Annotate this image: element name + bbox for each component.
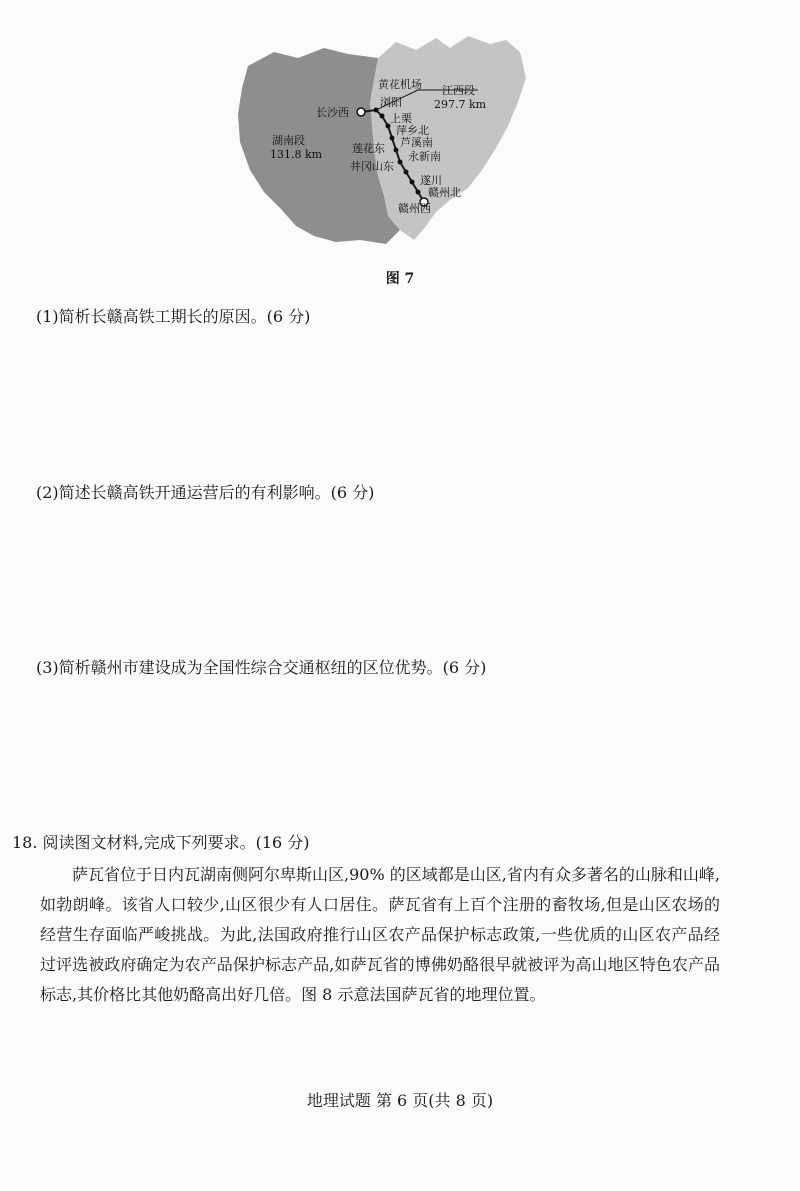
station-jinggangshan [410, 180, 415, 185]
station-airport [374, 108, 379, 113]
station-suichuan [416, 190, 421, 195]
label-changsha: 长沙西 [316, 106, 349, 119]
question-18-material: 萨瓦省位于日内瓦湖南侧阿尔卑斯山区,90% 的区域都是山区,省内有众多著名的山脉和山峰,如勃朗峰。该省人口较少,山区很少有人口居住。萨瓦省有上百个注册的畜牧场,但是山区农场的经营生存面临严峻挑战。为此,法国政府推行山区农产品保护标志政策,一些优质的山区农产品经过评选被政府确定为农产品保护标志产品,如萨瓦省的博佛奶酪很早就被评为高山地区特色农产品标志,其价格比其他奶酪高出好几倍。图 8 示意法国萨瓦省的地理位置。 [40, 865, 720, 1004]
label-lianhua: 莲花东 [352, 142, 385, 155]
station-liuyang [380, 114, 385, 119]
figure-7-map [228, 30, 538, 250]
station-pingxiang [390, 136, 395, 141]
label-liuyang: 浏阳 [380, 96, 402, 109]
station-lianhua [398, 160, 403, 165]
label-hunan-seg: 湖南段 [272, 134, 305, 147]
station-changsha [357, 108, 365, 116]
label-shangli: 上栗 [390, 112, 412, 125]
label-huanghua: 黄花机场 [378, 78, 422, 91]
page-footer: 地理试题 第 6 页(共 8 页) [306, 1091, 494, 1110]
rail-route-map [228, 30, 538, 250]
label-yongxin: 永新南 [408, 150, 441, 163]
label-jinggangshan: 井冈山东 [350, 160, 394, 173]
station-yongxin [404, 170, 409, 175]
label-pingxiang: 萍乡北 [396, 124, 429, 137]
label-jiangxi-len: 297.7 km [434, 98, 487, 111]
label-jiangxi-seg: 江西段 [442, 84, 475, 97]
question-2: (2)简述长赣高铁开通运营后的有利影响。(6 分) [36, 483, 375, 502]
label-hunan-len: 131.8 km [270, 148, 323, 161]
question-1: (1)简析长赣高铁工期长的原因。(6 分) [36, 307, 311, 326]
question-3: (3)简析赣州市建设成为全国性综合交通枢纽的区位优势。(6 分) [36, 658, 487, 677]
label-luxi: 芦溪南 [400, 136, 433, 149]
question-18-title: 18. 阅读图文材料,完成下列要求。(16 分) [12, 833, 310, 852]
figure-caption: 图 7 [385, 271, 415, 287]
label-ganzhoubei: 赣州北 [428, 186, 461, 199]
label-ganzhouxi: 赣州西 [398, 202, 431, 215]
label-suichuan: 遂川 [420, 174, 442, 187]
station-luxi [394, 148, 399, 153]
